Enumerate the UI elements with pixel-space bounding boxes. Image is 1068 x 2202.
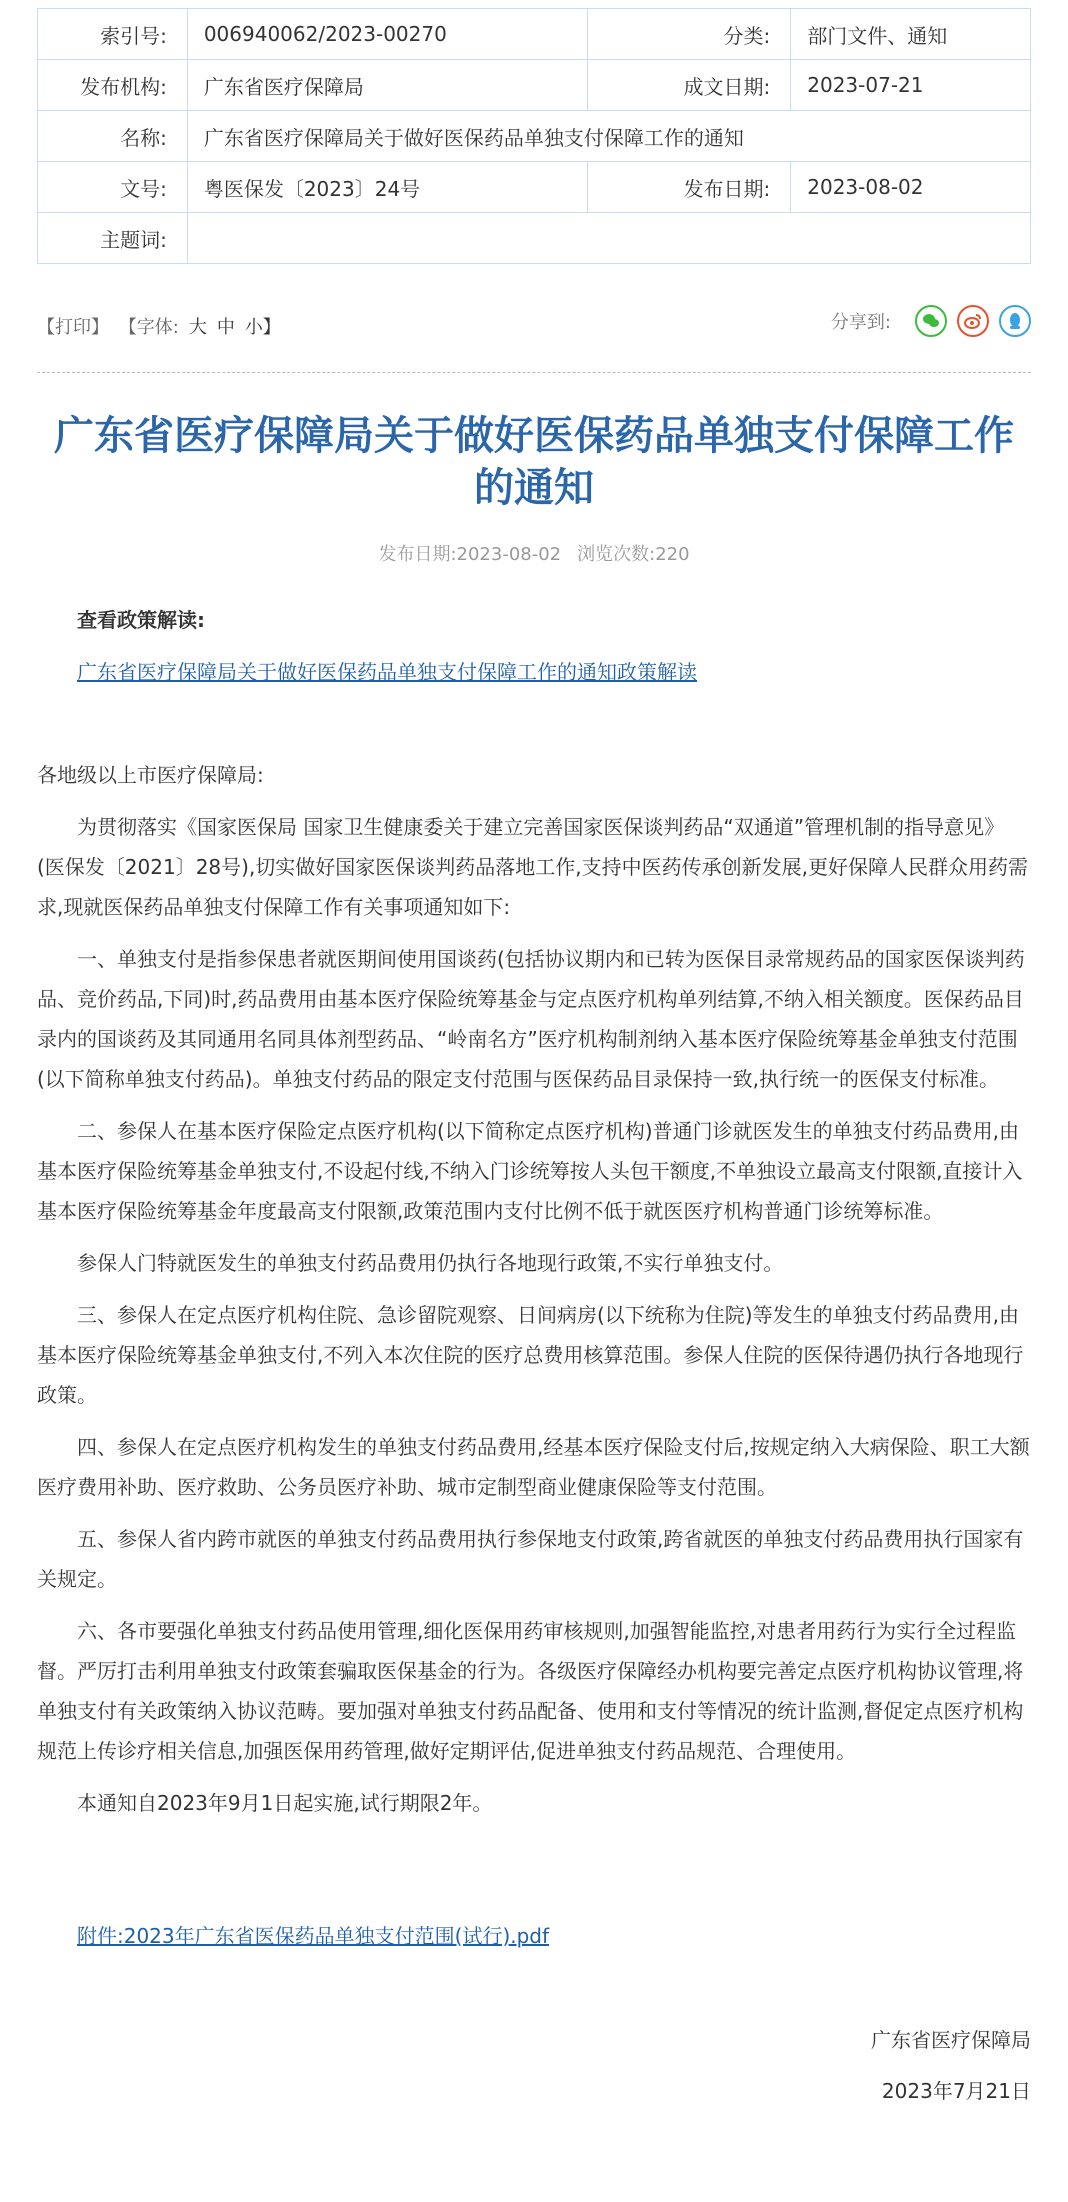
body-paragraph: 四、参保人在定点医疗机构发生的单独支付药品费用,经基本医疗保险支付后,按规定纳入大病保险、职工大额医疗费用补助、医疗救助、公务员医疗补助、城市定制型商业健康保险等支付范围。 [37,1435,1030,1499]
info-row [38,60,1031,111]
print-button[interactable]: 【打印】 [37,317,109,338]
category-label: 分类: [587,9,791,60]
article-meta [37,540,1031,566]
publisher-value: 广东省医疗保障局 [187,60,587,111]
font-large-button[interactable]: 大 [188,317,207,338]
policy-interpretation-heading: 查看政策解读: [77,608,205,632]
toolbar-left [37,313,285,339]
pubdate-label: 发布日期: [587,162,791,213]
signature-date: 2023年7月21日 [881,2079,1031,2103]
body-paragraph: 一、单独支付是指参保患者就医期间使用国谈药(包括协议期内和已转为医保目录常规药品的国家医保谈判药品、竞价药品,下同)时,药品费用由基本医疗保险统筹基金与定点医疗机构单列结算,不纳入相关额度。医保药品目录内的国谈药及其同通用名同具体剂型药品、“岭南名方”医疗机构制剂纳入基本医疗保险统筹基金单独支付范围(以下简称单独支付药品)。单独支付药品的限定支付范围与医保药品目录保持一致,执行统一的医保支付标准。 [37,947,1025,1091]
keywords-value [187,213,1030,264]
policy-interpretation-link[interactable]: 广东省医疗保障局关于做好医保药品单独支付保障工作的通知政策解读 [77,660,697,684]
article-title: 广东省医疗保障局关于做好医保药品单独支付保障工作的通知 [54,413,1014,511]
keywords-label: 主题词: [38,213,188,264]
article-body [37,755,1031,1835]
written-date-value: 2023-07-21 [791,60,1031,111]
name-label: 名称: [38,111,188,162]
attachment-link[interactable]: 附件:2023年广东省医保药品单独支付范围(试行).pdf [77,1924,550,1948]
info-table [37,8,1031,264]
info-row [38,9,1031,60]
name-value: 广东省医疗保障局关于做好医保药品单独支付保障工作的通知 [187,111,1030,162]
info-row [38,111,1031,162]
info-row [38,213,1031,264]
body-paragraph: 参保人门特就医发生的单独支付药品费用仍执行各地现行政策,不实行单独支付。 [77,1251,784,1275]
index-value: 006940062/2023-00270 [187,9,587,60]
view-count: 浏览次数:220 [577,544,690,565]
docno-label: 文号: [38,162,188,213]
written-date-label: 成文日期: [587,60,791,111]
index-label: 索引号: [38,9,188,60]
docno-value: 粤医保发〔2023〕24号 [187,162,587,213]
body-paragraph: 三、参保人在定点医疗机构住院、急诊留院观察、日间病房(以下统称为住院)等发生的单独支付药品费用,由基本医疗保险统筹基金单独支付,不列入本次住院的医疗总费用核算范围。参保人住院的医保待遇仍执行各地现行政策。 [37,1303,1024,1407]
body-paragraph: 二、参保人在基本医疗保险定点医疗机构(以下简称定点医疗机构)普通门诊就医发生的单独支付药品费用,由基本医疗保险统筹基金单独支付,不设起付线,不纳入门诊统筹按人头包干额度,不单独设立最高支付限额,直接计入基本医疗保险统筹基金年度最高支付限额,政策范围内支付比例不低于就医医疗机构普通门诊统筹标准。 [37,1119,1023,1223]
font-medium-button[interactable]: 中 [216,317,235,338]
body-paragraph: 本通知自2023年9月1日起实施,试行期限2年。 [77,1791,493,1815]
weibo-icon[interactable] [957,305,989,337]
body-paragraph: 为贯彻落实《国家医保局 国家卫生健康委关于建立完善国家医保谈判药品“双通道”管理机制的指导意见》(医保发〔2021〕28号),切实做好国家医保谈判药品落地工作,支持中医药传承创新发展,更好保障人民群众用药需求,现就医保药品单独支付保障工作有关事项通知如下: [37,815,1029,919]
divider [37,372,1031,373]
font-small-button[interactable]: 小】 [244,317,281,338]
salutation: 各地级以上市医疗保障局: [37,763,264,787]
category-value: 部门文件、通知 [791,9,1031,60]
wechat-icon[interactable] [915,305,947,337]
body-paragraph: 六、各市要强化单独支付药品使用管理,细化医保用药审核规则,加强智能监控,对患者用药行为实行全过程监督。严厉打击利用单独支付政策套骗取医保基金的行为。各级医疗保障经办机构要完善定点医疗机构协议管理,将单独支付有关政策纳入协议范畴。要加强对单独支付药品配备、使用和支付等情况的统计监测,督促定点医疗机构规范上传诊疗相关信息,加强医保用药管理,做好定期评估,促进单独支付药品规范、合理使用。 [37,1619,1024,1763]
qq-icon[interactable] [999,305,1031,337]
publish-date: 发布日期:2023-08-02 [378,544,562,565]
publisher-label: 发布机构: [38,60,188,111]
share-label: 分享到: [830,312,891,333]
article-toolbar [37,305,1031,341]
body-paragraph: 五、参保人省内跨市就医的单独支付药品费用执行参保地支付政策,跨省就医的单独支付药品费用执行国家有关规定。 [37,1527,1024,1591]
info-row [38,162,1031,213]
share-bar [831,305,1031,337]
pubdate-value: 2023-08-02 [791,162,1031,213]
font-size-label: 【字体: [118,317,179,338]
signature: 广东省医疗保障局 [871,2028,1031,2052]
